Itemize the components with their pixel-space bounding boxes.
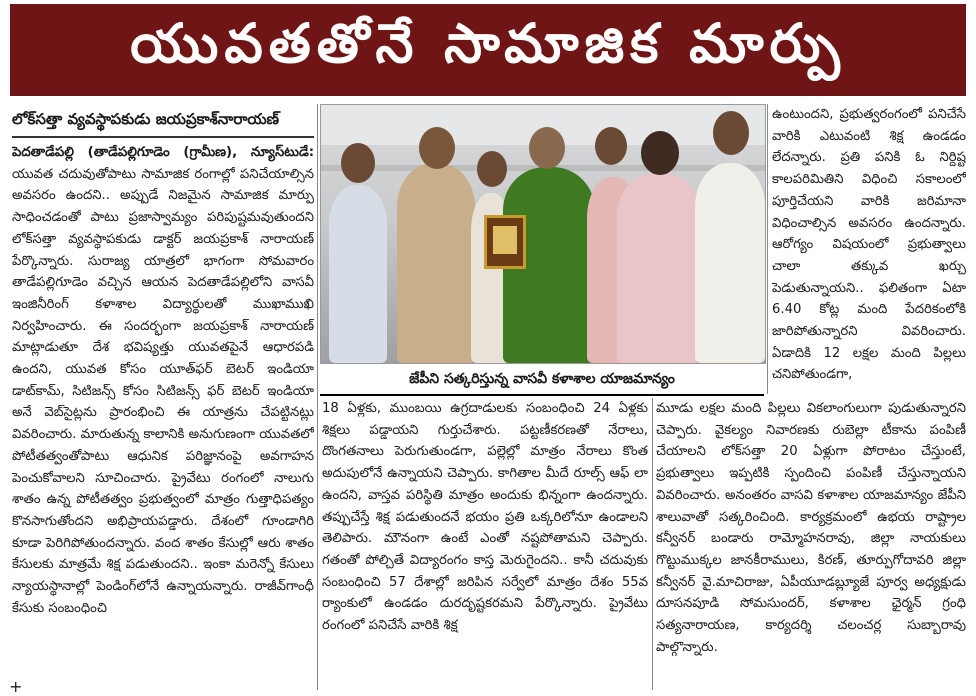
award-plaque: [484, 215, 526, 269]
person-7: [695, 163, 765, 363]
person-6: [617, 173, 701, 363]
plaque-face: [493, 226, 517, 254]
person-1-head: [341, 143, 375, 183]
article-column-1: [12, 142, 314, 680]
headline: యువతతోనే సామాజిక మార్పు: [10, 4, 966, 96]
person-2: [397, 163, 475, 363]
article-text: ఉంటుందని, ప్రభుత్వరంగంలో పనిచేసే వారికి ఎటువంటి శిక్ష ఉండడం లేదన్నారు. ప్రతి పనికి ఓ నిర్దిష్ట కాలపరిమితిని విధించి సకాలంలో పూర్తిచేయని వారికి జరిమానా విధించాల్సిన అవసరం ఉందన్నారు. ఆరోగ్యం విషయంలో ప్రభుత్వాలు చాలా తక్కువ ఖర్చు పెడుతున్నాయని.. ఫలితంగా ఏటా 6.40 కోట్ల మంది పేదరికంలోకి జారిపోతున్నారని వివరించారు. ఏడాదికి 12 లక్షల మంది పిల్లలు చనిపోతుండగా,: [772, 107, 966, 383]
person-6-head: [641, 131, 679, 175]
subhead-rule: [12, 136, 314, 138]
article-text: యువత చదువుతోపాటు సామాజిక రంగాల్లో పనిచేయాల్సిన అవసరం ఉందని.. అప్పుడే నిజమైన సామాజిక మార్పు సాధించడంతో పాటు ప్రజాస్వామ్యం పరిపుష్టమవుతుందని లోక్‌సత్తా వ్యవస్థాపకుడు డాక్టర్ జయప్రకాశ్ నారాయణ్ పేర్కొన్నారు. సురాజ్య యాత్రలో భాగంగా సోమవారం తాడేపల్లిగూడెం వచ్చిన ఆయన పెదతాడేపల్లిలోని వాసవీ ఇంజినీరింగ్ కళాశాల విద్యార్థులతో ముఖాముఖి నిర్వహించారు. ఈ సందర్భంగా జయప్రకాశ్ నారాయణ్ మాట్లాడుతూ దేశ భవిష్యత్తు యువతపైనే ఆధారపడి ఉందని, యువత కోసం యూత్‌ఫర్ బెటర్ ఇండియా డాట్‌కామ్, సిటిజన్స్ కోసం సిటిజన్స్ ఫర్ బెటర్ ఇండియా అనే వెబ్‌సైట్లను ప్రారంభించి ఈ యాత్రను చేపట్టినట్లు వివరించారు. మారుతున్న కాలానికి అనుగుణంగా యువతలో పోటీతత్వంతోపాటు ఆధునిక పరిజ్ఞానంపై అవగాహన పెంచుకోవాలని సూచించారు. ప్రైవేటు రంగంలో నాలుగు శాతం ఉన్న పోటీతత్వం ప్రభుత్వంలో మాత్రం గుత్తాధిపత్యం కొనసాగుతోందని అభిప్రాయపడ్డారు. దేశంలో గూండాగిరి కూడా పెరిగిపోతుందన్నారు. వంద శాతం కేసుల్లో ఆరు శాతం కేసులకు మాత్రమే శిక్ష పడుతుందని.. ఇంకా మరెన్నో కేసులు న్యాయస్థానాల్లో పెండింగ్‌లోనే ఉన్నాయన్నారు. రాజీవ్‌గాంధీ కేసుకు సంబంధించి: [12, 166, 314, 616]
subheadline: లోక్‌సత్తా వ్యవస్థాపకుడు జయప్రకాశ్‌నారాయణ్: [12, 110, 280, 128]
article-column-3: [656, 398, 966, 680]
article-column-4: [772, 104, 966, 392]
dateline: పెదతాడేపల్లి (తాడేపల్లిగూడెం (గ్రామీణ), న్యూస్‌టుడే:: [12, 145, 314, 160]
person-5-head: [595, 127, 627, 165]
person-3-head: [477, 151, 507, 187]
person-4-head: [529, 127, 565, 169]
article-text: 18 ఏళ్లకు, ముంబయి ఉగ్రదాడులకు సంబంధించి 24 ఏళ్లకు శిక్షలు పడ్డాయని గుర్తుచేశారు. పట్టణీకరణతో నేరాలు, దొంగతనాలు పెరుగుతుండగా, పల్లెల్లో మాత్రం నేరాలు కొంత అదుపులోనే ఉన్నాయని చెప్పారు. కాగితాల మీదే రూల్స్ ఆఫ్ లా ఉందని, వాస్తవ పరిస్థితి మాత్రం అందుకు భిన్నంగా ఉందన్నారు. తప్పుచేస్తే శిక్ష పడుతుందనే భయం ప్రతి ఒక్కరిలోనూ ఉండాలని తెలిపారు. మౌనంగా ఉంటే ఎంతో నష్టపోతామని చెప్పారు. గతంతో పోల్చితే విద్యారంగం కాస్త మెరుగైందని.. కానీ చదువుకు సంబంధించి 57 దేశాల్లో జరిపిన సర్వేలో మాత్రం దేశం 55వ ర్యాంకులో ఉండడం దురదృష్టకరమని పేర్కొన్నారు. ప్రైవేటు రంగంలో పనిచేసే వారికి శిక్ష: [322, 401, 648, 634]
article-column-2: [322, 398, 648, 680]
person-1: [329, 185, 387, 363]
column-divider: [652, 398, 653, 690]
person-7-head: [713, 111, 749, 155]
photo-caption: జేపీని సత్కరిస్తున్న వాసవీ కళాశాల యాజమాన్యం: [320, 364, 764, 396]
column-divider: [767, 104, 768, 394]
crosshair-icon: +: [9, 677, 23, 696]
article-text: మూడు లక్షల మంది పిల్లలు వికలాంగులుగా పుడుతున్నారని చెప్పారు. వైకల్యం నివారణకు రుబెల్లా టీకాను పంపిణీ చేయాలని లోక్‌సత్తా 20 ఏళ్లుగా పోరాటం చేస్తుంటే, ప్రభుత్వాలు ఇప్పటికి స్పందించి పంపిణీ చేస్తున్నాయని వివరించారు. అనంతరం వాసవి కళాశాల యాజమాన్యం జేపీని శాలువాతో సత్కరించింది. కార్యక్రమంలో ఉభయ రాష్ట్రాల కన్వీనర్ బండారు రామ్మోహనరావు, జిల్లా నాయకులు గొట్టుముక్కల జానకీరాములు, కిరణ్, తూర్పుగోదావరి జిల్లా కన్వీనర్ వై.మాచిరాజు, ఏపీయూడబ్ల్యూజే పూర్వ అధ్యక్షుడు దూసనపూడి సోమసుందర్, కళాశాల ఛైర్మన్ గ్రంధి సత్యనారాయణ, కార్యదర్శి చలంచర్ల సుబ్బారావు పాల్గొన్నారు.: [656, 401, 966, 655]
event-photo: [320, 104, 766, 364]
column-divider: [317, 104, 318, 690]
person-2-head: [419, 127, 455, 169]
